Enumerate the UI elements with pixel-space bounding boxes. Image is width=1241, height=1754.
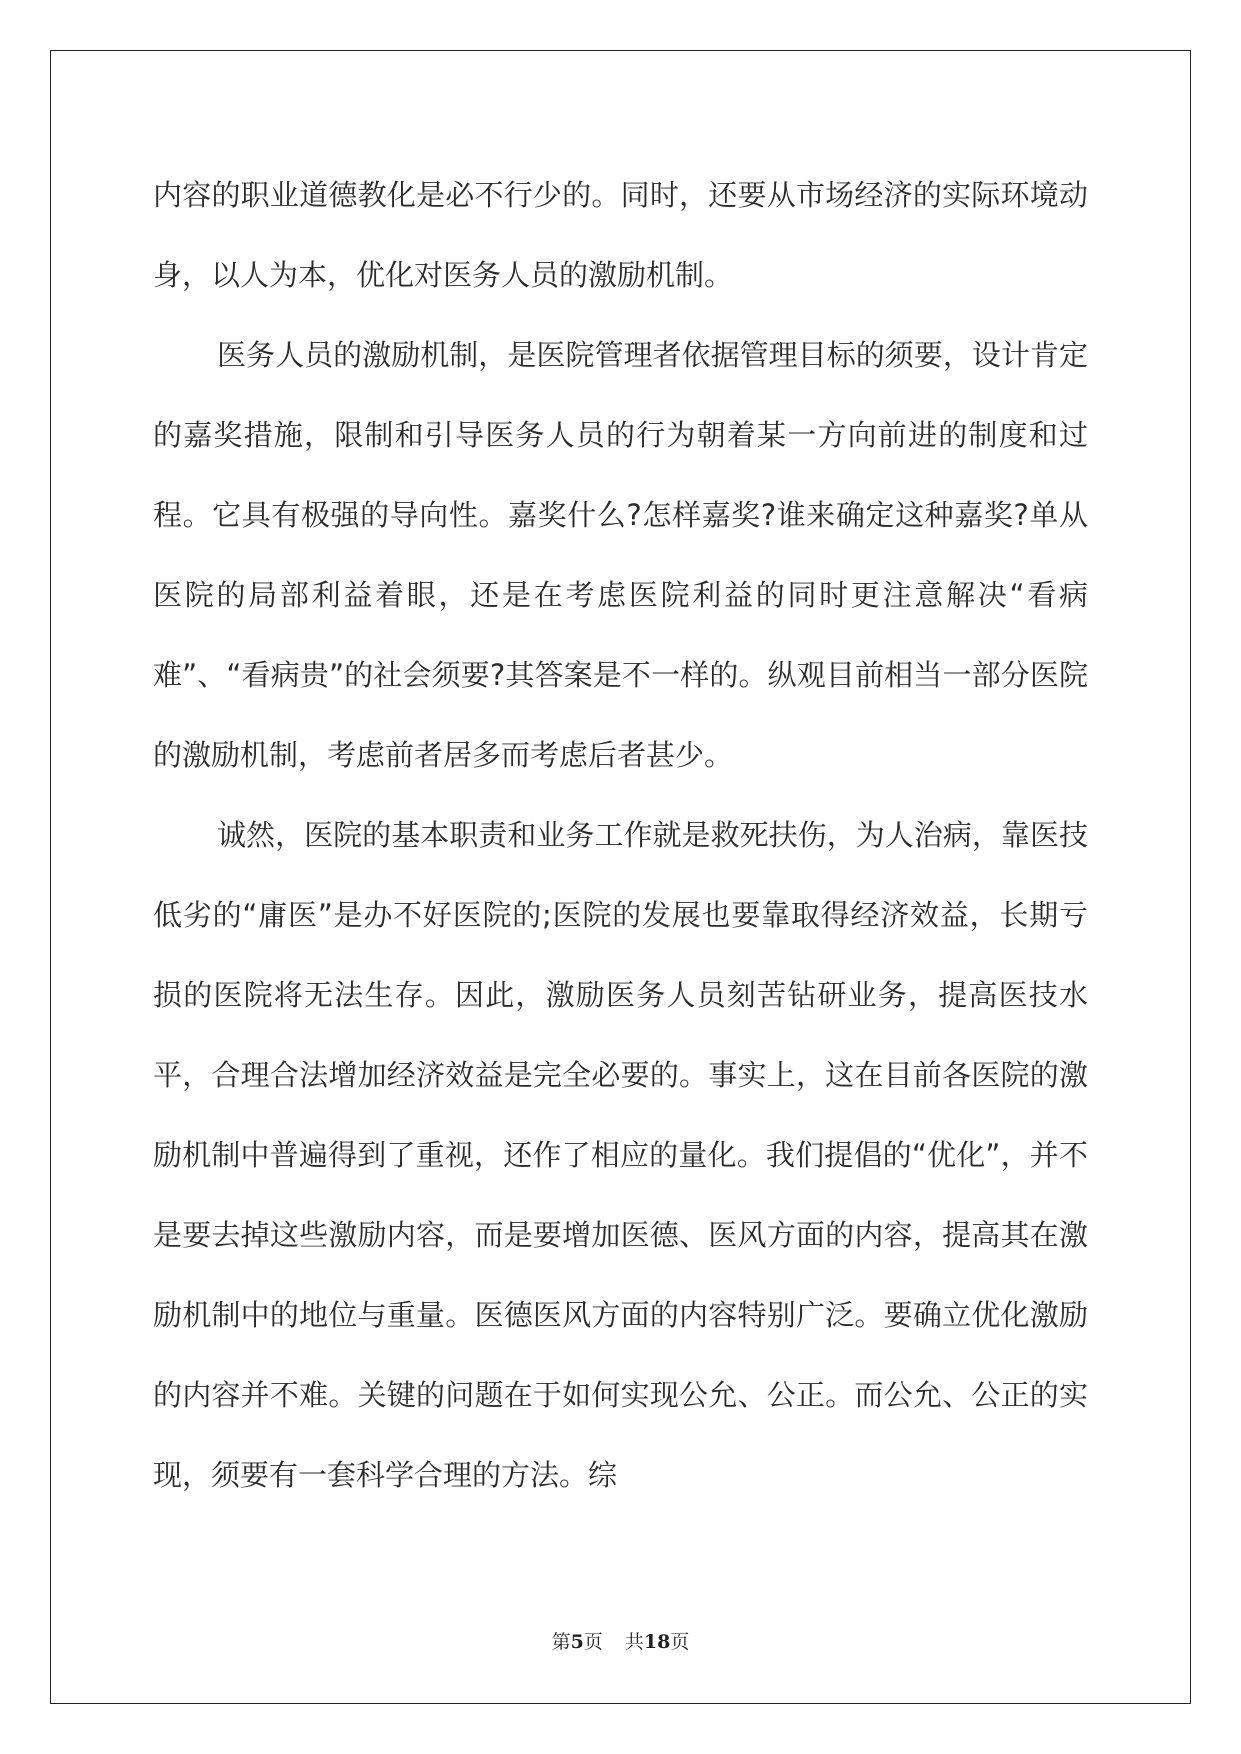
page-prefix: 第 bbox=[551, 1631, 571, 1653]
paragraph: 医务人员的激励机制，是医院管理者依据管理目标的须要，设计肯定的嘉奖措施，限制和引导医务人员的行为朝着某一方向前进的制度和过程。它具有极强的导向性。嘉奖什么?怎样嘉奖?谁来确定这种嘉奖?单从医院的局部利益着眼，还是在考虑医院利益的同时更注意解决“看病难”、“看病贵”的社会须要?其答案是不一样的。纵观目前相当一部分医院的激励机制，考虑前者居多而考虑后者甚少。 bbox=[153, 338, 1088, 772]
total-prefix: 共 bbox=[624, 1631, 644, 1653]
page-suffix: 页 bbox=[583, 1631, 603, 1653]
paragraph-continued: 内容的职业道德教化是必不行少的。同时，还要从市场经济的实际环境动身，以人为本，优化对医务人员的激励机制。 bbox=[153, 178, 1088, 292]
document-body bbox=[153, 155, 1088, 1515]
paragraph: 诚然，医院的基本职责和业务工作就是救死扶伤，为人治病，靠医技低劣的“庸医”是办不好医院的;医院的发展也要靠取得经济效益，长期亏损的医院将无法生存。因此，激励医务人员刻苦钻研业务，提高医技水平，合理合法增加经济效益是完全必要的。事实上，这在目前各医院的激励机制中普遍得到了重视，还作了相应的量化。我们提倡的“优化”，并不是要去掉这些激励内容，而是要增加医德、医风方面的内容，提高其在激励机制中的地位与重量。医德医风方面的内容特别广泛。要确立优化激励的内容并不难。关键的问题在于如何实现公允、公正。而公允、公正的实现，须要有一套科学合理的方法。综 bbox=[153, 818, 1088, 1492]
total-pages-number: 18 bbox=[643, 1631, 671, 1653]
page-footer bbox=[0, 1627, 1241, 1654]
current-page-number: 5 bbox=[570, 1631, 584, 1653]
total-suffix: 页 bbox=[670, 1631, 690, 1653]
